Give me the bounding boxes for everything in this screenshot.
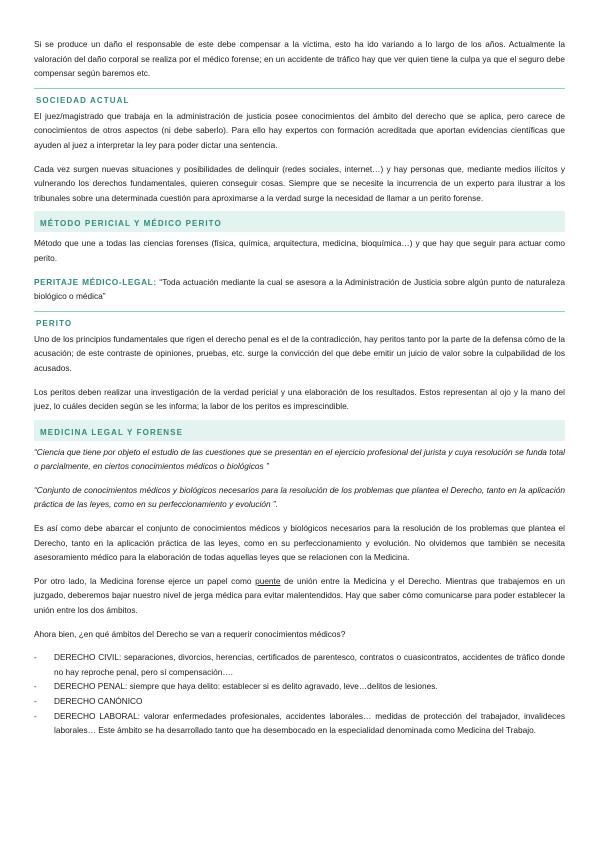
list-item-text: DERECHO PENAL: siempre que haya delito: establecer si es delito agravado, leve…delitos de lesiones. bbox=[54, 681, 438, 692]
sociedad-paragraph-2: Cada vez surgen nuevas situaciones y posibilidades de delinquir (redes sociales, internet…) y hay personas que, mediante medios ilícitos y vulnerando los derechos fundamentales, quieren conseguir cosas. Siempre que se necesite la incurrencia de un experto para ilustrar a los tribunales sobre una determinada cuestión para aproximarse a la verdad surge la necesidad de llamar a un perito forense. bbox=[34, 163, 565, 203]
medicina-paragraph-2 bbox=[34, 574, 565, 618]
p2-text-b: de unión entre la Medicina y el Derecho. Mientras que trabajemos en un juzgado, deberemos bajar nuestro nivel de jerga médica para evitar malentendidos. Hay que saber cómo comunicarse para poder establecer la unión entre los dos ámbitos. bbox=[34, 575, 565, 616]
list-item bbox=[34, 650, 565, 679]
section-medicina-heading bbox=[34, 420, 565, 441]
list-item-text: DERECHO LABORAL: valorar enfermedades profesionales, accidentes laborales… medidas de protección del trabajador, invalideces laborales… Este ámbito se ha desarrollado tanto que ha desembocado en la especialidad denominada como Medicina del Trabajo. bbox=[54, 710, 565, 736]
medicina-quote-1: “Ciencia que tiene por objeto el estudio de las cuestiones que se presentan en el ejercicio profesional del jurista y cuya resolución se funda total o parcialmente, en ciertos conocimientos médicos o biológicos ” bbox=[34, 446, 565, 472]
sociedad-paragraph-1: El juez/magistrado que trabaja en la administración de justicia posee conocimientos del ámbito del derecho que se aplica, pero carece de conocimientos de otros aspectos (ni debe saberlo). Para ello hay expertos con formación acreditada que aportan evidencias científicas que ayuden al juez a interpretar la ley para poder dictar una sentencia. bbox=[34, 110, 565, 150]
peritaje-label: PERITAJE MÉDICO-LEGAL: bbox=[34, 276, 157, 287]
dash-bullet: - bbox=[34, 681, 37, 692]
derecho-list bbox=[34, 650, 565, 738]
section-heading-text: MÉTODO PERICIAL Y MÉDICO PERITO bbox=[40, 219, 222, 229]
p2-text-a: Por otro lado, la Medicina forense ejerce un papel como bbox=[34, 575, 256, 586]
list-item bbox=[34, 709, 565, 738]
dash-bullet: - bbox=[34, 652, 37, 663]
list-item bbox=[34, 679, 565, 694]
medicina-question: Ahora bien, ¿en qué ámbitos del Derecho se van a requerir conocimientos médicos? bbox=[34, 628, 346, 639]
medicina-quote-2: “Conjunto de conocimientos médicos y biológicos necesarios para la resolución de los problemas que plantea el Derecho, tanto en la aplicación práctica de las leyes, como en su perfeccionamiento y evolución ”. bbox=[34, 484, 565, 510]
list-item bbox=[34, 694, 565, 709]
peritaje-text: “Toda actuación mediante la cual se asesora a la Administración de Justicia sobre algún punto de naturaleza biológico o médica” bbox=[34, 276, 566, 302]
perito-paragraph-1: Uno de los principios fundamentales que rigen el derecho penal es el de la contradicción, hay peritos tanto por la parte de la defensa cómo de la acusación; de este contraste de opiniones, pruebas, etc. surge la convicción del que debe emitir un juicio de valor sobre la culpabilidad de los acusados. bbox=[34, 333, 565, 373]
puente-underlined: puente bbox=[255, 575, 281, 586]
dash-bullet: - bbox=[34, 696, 37, 706]
dash-bullet: - bbox=[34, 710, 37, 721]
list-item-text: DERECHO CIVIL: separaciones, divorcios, herencias, certificados de parentesco, contratos o cuasicontratos, accidentes de tráfico donde no hay reproche penal, pero sí compensación…. bbox=[54, 652, 565, 677]
perito-paragraph-2: Los peritos deben realizar una investigación de la verdad pericial y una elaboración de los resultados. Estos representan al ojo y la mano del juez, lo cuáles deciden según se les informa; la labor de los peritos es imprescindible. bbox=[34, 386, 565, 412]
section-heading-text: MEDICINA LEGAL Y FORENSE bbox=[40, 427, 184, 437]
section-heading-text: SOCIEDAD ACTUAL bbox=[36, 95, 130, 105]
medicina-paragraph-1: Es así como debe abarcar el conjunto de conocimientos médicos y biológicos necesarios para la resolución de los problemas que plantea el Derecho, tanto en la aplicación práctica de las leyes, como en su perfeccionamiento y evolución. No olvidemos que también se necesita asesoramiento médico para la elaboración de todas aquellas leyes que se relacionen con la Medicina. bbox=[34, 523, 565, 563]
peritaje-definition bbox=[34, 275, 565, 304]
section-perito-heading bbox=[34, 312, 565, 332]
section-heading-text: PERITO bbox=[36, 318, 73, 328]
document-page bbox=[34, 37, 565, 738]
section-sociedad-heading bbox=[34, 89, 565, 109]
list-item-text: DERECHO CANÓNICO bbox=[54, 696, 143, 706]
metodo-paragraph: Método que une a todas las ciencias forenses (física, química, arquitectura, medicina, bioquímica…) y que hay que seguir para actuar como perito. bbox=[34, 238, 565, 263]
section-metodo-heading bbox=[34, 211, 565, 232]
intro-paragraph: Si se produce un daño el responsable de este debe compensar a la víctima, esto ha ido variando a lo largo de los años. Actualmente la valoración del daño corporal se realiza por el médico forense; en un accidente de tráfico hay que ver quien tiene la culpa ya que el seguro debe compensar según baremos etc. bbox=[34, 39, 565, 79]
